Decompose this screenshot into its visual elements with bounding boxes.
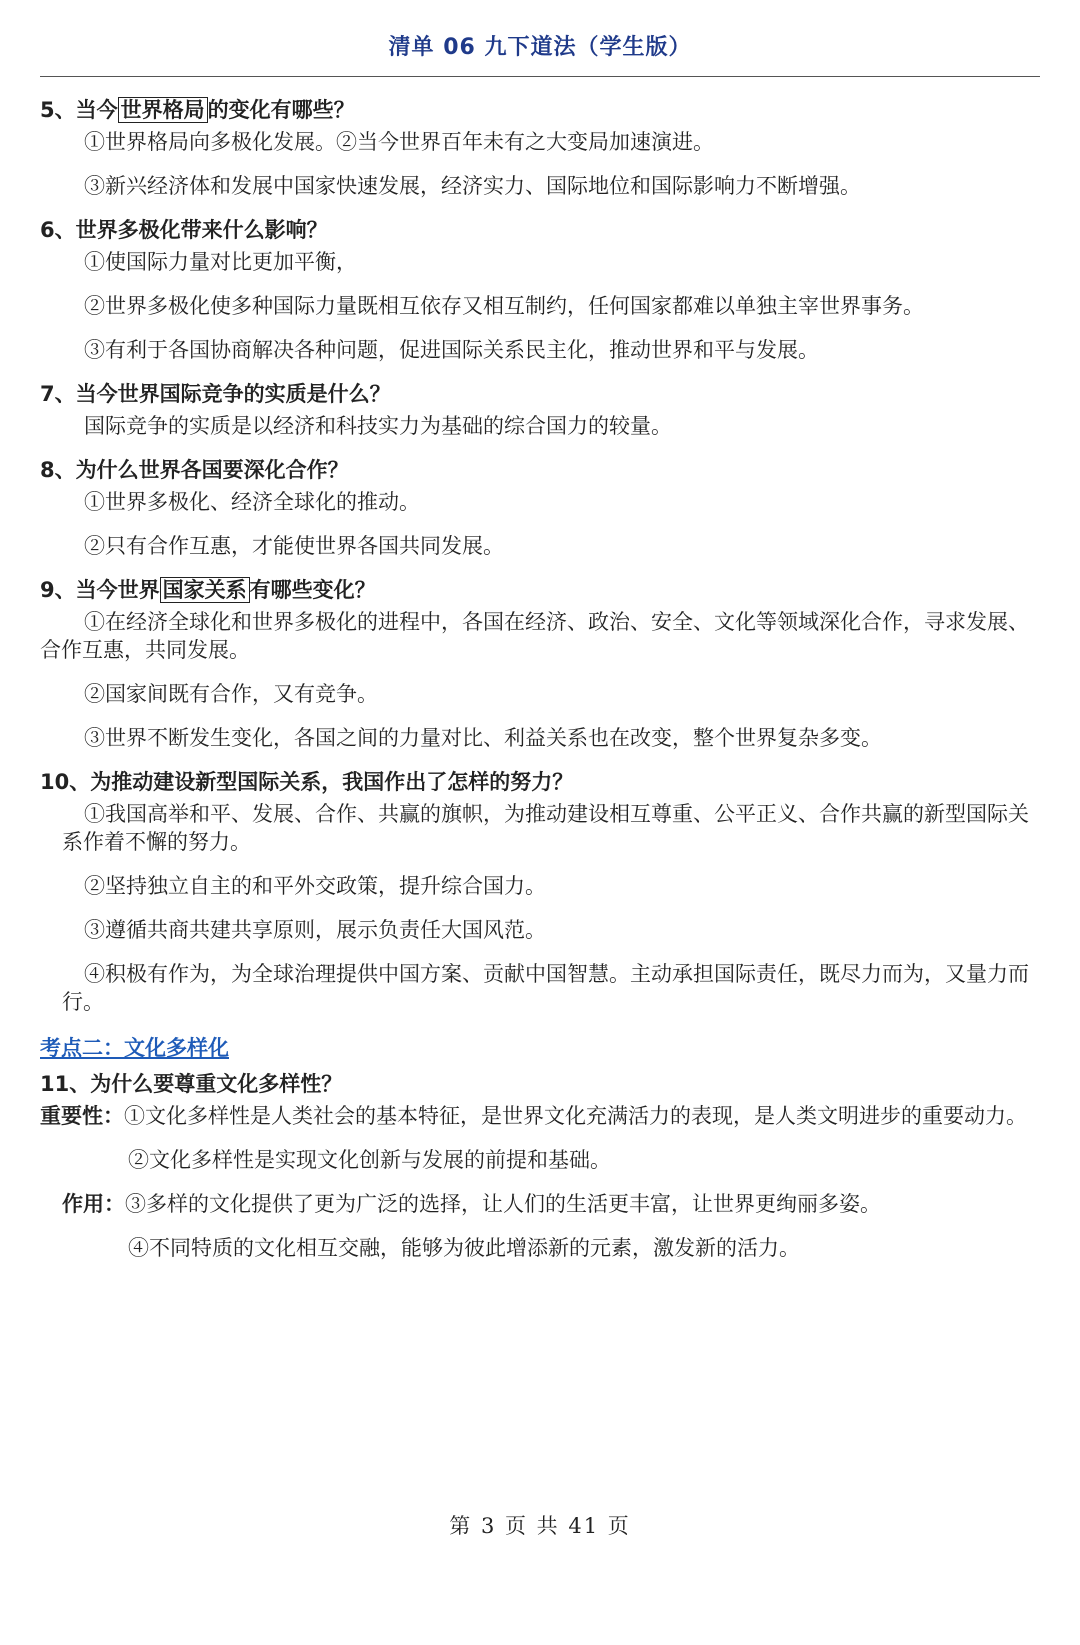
answer-5-2: ③新兴经济体和发展中国家快速发展，经济实力、国际地位和国际影响力不断增强。: [84, 174, 861, 198]
answer-11-2: ②文化多样性是实现文化创新与发展的前提和基础。: [128, 1148, 611, 1172]
question-5-keyword: 世界格局: [118, 97, 208, 123]
answer-11-3: ③多样的文化提供了更为广泛的选择，让人们的生活更丰富，让世界更绚丽多姿。: [125, 1192, 881, 1216]
effect-label: 作用：: [62, 1192, 125, 1216]
question-5-suffix: 的变化有哪些？: [207, 98, 355, 122]
answer-8-1: ①世界多极化、经济全球化的推动。: [84, 490, 420, 514]
answer-6-3: ③有利于各国协商解决各种问题，促进国际关系民主化，推动世界和平与发展。: [84, 338, 819, 362]
question-11: 11、为什么要尊重文化多样性？: [40, 1072, 343, 1096]
answer-9-3: ③世界不断发生变化，各国之间的力量对比、利益关系也在改变，整个世界复杂多变。: [84, 726, 882, 750]
answer-6-1: ①使国际力量对比更加平衡，: [84, 250, 357, 274]
question-9-suffix: 有哪些变化？: [249, 578, 376, 602]
question-10: 10、为推动建设新型国际关系，我国作出了怎样的努力？: [40, 770, 574, 794]
question-5-prefix: 5、当今: [40, 98, 118, 122]
answer-10-4: ④积极有作为，为全球治理提供中国方案、贡献中国智慧。主动承担国际责任，既尽力而为，又量力而行。: [62, 962, 1029, 1014]
answer-8-2: ②只有合作互惠，才能使世界各国共同发展。: [84, 534, 504, 558]
importance-label: 重要性：: [40, 1104, 124, 1128]
answer-9-1: ①在经济全球化和世界多极化的进程中，各国在经济、政治、安全、文化等领域深化合作，寻求发展、合作互惠，共同发展。: [40, 610, 1029, 662]
question-9-keyword: 国家关系: [160, 577, 250, 603]
question-5: [40, 96, 1040, 124]
answer-11-4: ④不同特质的文化相互交融，能够为彼此增添新的元素，激发新的活力。: [128, 1236, 800, 1260]
section-heading: 考点二：文化多样化: [40, 1036, 229, 1060]
answer-11-importance: [40, 1102, 1040, 1130]
answer-11-1: ①文化多样性是人类社会的基本特征，是世界文化充满活力的表现，是人类文明进步的重要动力。: [124, 1104, 1027, 1128]
document-header: 清单 06 九下道法（学生版）: [388, 35, 692, 60]
document-body: [40, 88, 1040, 1278]
answer-6-2: ②世界多极化使多种国际力量既相互依存又相互制约，任何国家都难以单独主宰世界事务。: [84, 294, 924, 318]
answer-11-effect: [40, 1190, 1040, 1218]
answer-7-1: 国际竞争的实质是以经济和科技实力为基础的综合国力的较量。: [84, 414, 672, 438]
page-number: 第 3 页 共 41 页: [449, 1514, 631, 1538]
header-divider: [40, 76, 1040, 77]
answer-9-2: ②国家间既有合作，又有竞争。: [84, 682, 378, 706]
question-9-prefix: 9、当今世界: [40, 578, 160, 602]
answer-5-1: ①世界格局向多极化发展。②当今世界百年未有之大变局加速演进。: [84, 130, 714, 154]
question-7: 7、当今世界国际竞争的实质是什么？: [40, 382, 391, 406]
answer-10-2: ②坚持独立自主的和平外交政策，提升综合国力。: [84, 874, 546, 898]
answer-10-3: ③遵循共商共建共享原则，展示负责任大国风范。: [84, 918, 546, 942]
question-9: [40, 576, 1040, 604]
answer-10-1: ①我国高举和平、发展、合作、共赢的旗帜，为推动建设相互尊重、公平正义、合作共赢的新型国际关系作着不懈的努力。: [62, 802, 1029, 854]
question-8: 8、为什么世界各国要深化合作？: [40, 458, 349, 482]
question-6: 6、世界多极化带来什么影响？: [40, 218, 328, 242]
